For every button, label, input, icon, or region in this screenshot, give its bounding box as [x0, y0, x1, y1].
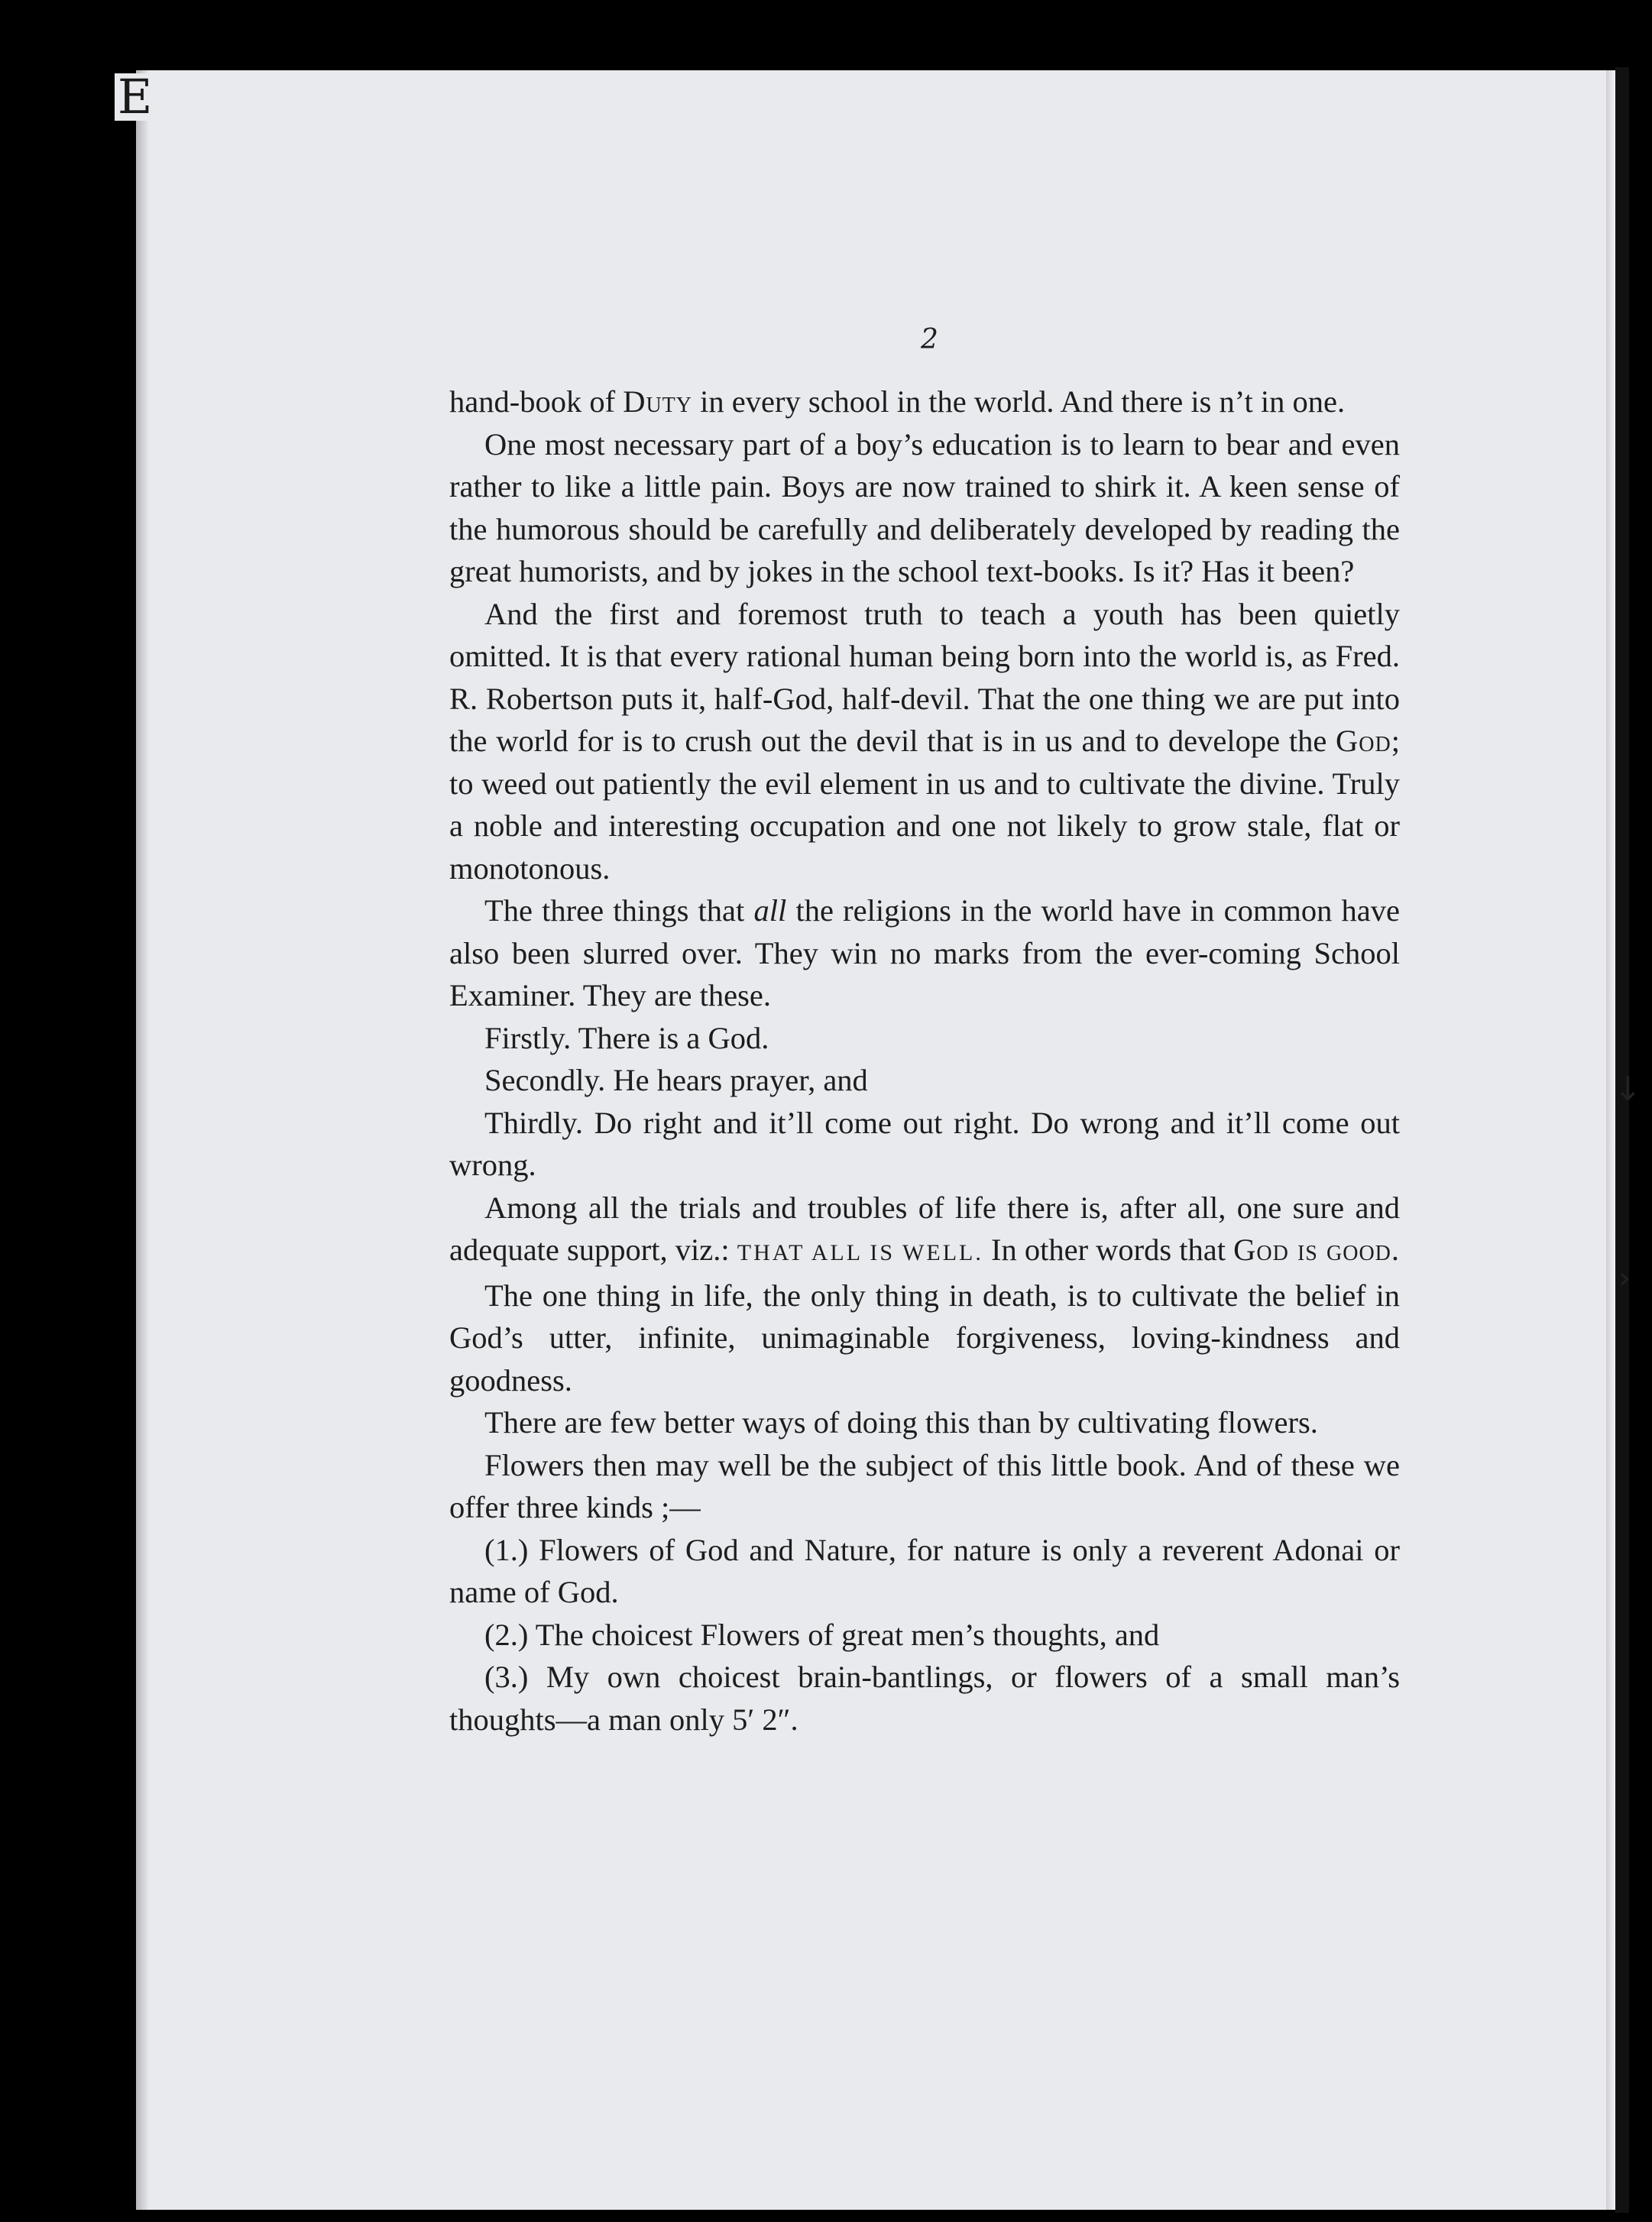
body-text — [449, 381, 1400, 1741]
text-run: in every school in the world. And there is n’t in one. — [692, 384, 1346, 419]
styled-text-run: God — [1336, 724, 1391, 758]
paragraph — [449, 381, 1400, 423]
paragraph — [449, 1059, 1400, 1102]
sheet-left-edge — [136, 70, 148, 2210]
sheet-right-edge — [1615, 67, 1629, 2213]
text-run: And the first and foremost truth to teach a youth has been quietly omitted. It is that every rational human being born into the world is, as Fred. R. Robertson puts it, half-God, half-devil. That the one thing we are put into the world for is to crush out the devil that is in us and to develope the — [449, 596, 1400, 758]
paragraph — [449, 1444, 1400, 1529]
paragraph — [449, 1187, 1400, 1275]
sheet-right-fold — [1606, 70, 1615, 2210]
paragraph — [449, 1529, 1400, 1614]
paragraph — [449, 1614, 1400, 1657]
paragraph — [449, 423, 1400, 593]
text-run: Thirdly. Do right and it’ll come out right. Do wrong and it’ll come out wrong. — [449, 1105, 1400, 1182]
paragraph — [449, 1102, 1400, 1187]
styled-text-run: Duty — [623, 384, 692, 419]
paragraph — [449, 1275, 1400, 1402]
text-run: hand-book of — [449, 384, 624, 419]
text-run: In other words that — [983, 1232, 1234, 1267]
paragraph — [449, 1401, 1400, 1444]
paragraph — [449, 889, 1400, 1017]
text-run: (2.) The choicest Flowers of great men’s thoughts, and — [484, 1617, 1160, 1652]
paragraph — [449, 1656, 1400, 1741]
text-run: Secondly. He hears prayer, and — [484, 1063, 868, 1097]
text-run: There are few better ways of doing this than by cultivating flowers. — [484, 1405, 1318, 1440]
text-run: ; to weed out patiently the evil element in us and to cultivate the divine. Truly a noble and interesting occupation and one not likely to grow stale, flat or monotonous. — [449, 724, 1400, 886]
margin-arrow-icon: ↓ — [1614, 1070, 1642, 1109]
text-run: Among all the trials and troubles of life there is, after all, one sure and adequate support, viz.: — [449, 1190, 1400, 1267]
styled-text-run: THAT ALL IS WELL. — [737, 1240, 983, 1265]
text-run: (1.) Flowers of God and Nature, for nature is only a reverent Adonai or name of God. — [449, 1532, 1400, 1609]
text-run: One most necessary part of a boy’s education is to learn to bear and even rather to like a little pain. Boys are now trained to shirk it. A keen sense of the humorous should be carefully and deliberately developed by reading the great humorists, and by jokes in the school text-books. Is it? Has it been? — [449, 426, 1400, 588]
text-run: . — [1391, 1232, 1400, 1267]
paragraph — [449, 1017, 1400, 1060]
text-run: The one thing in life, the only thing in death, is to cultivate the belief in God’s utter, infinite, unimaginable forgiveness, loving-kindness and goodness. — [449, 1278, 1400, 1398]
text-run: The three things that — [484, 893, 754, 928]
page-number: 2 — [921, 324, 938, 355]
styled-text-run: all — [753, 893, 787, 928]
styled-text-run: God is good — [1233, 1232, 1391, 1267]
text-run: (3.) My own choicest brain-bantlings, or flowers of a small man’s thoughts—a man only 5′ 2″. — [449, 1660, 1400, 1737]
paragraph — [449, 593, 1400, 890]
text-run: Flowers then may well be the subject of this little book. And of these we offer three kinds ;— — [449, 1447, 1400, 1524]
corner-mark: E — [115, 73, 155, 121]
text-run: the religions in the world have in common have also been slurred over. They win no marks from the ever-coming School Examiner. They are these. — [449, 893, 1401, 1012]
margin-mark-icon: › — [1618, 1261, 1631, 1296]
text-run: Firstly. There is a God. — [484, 1020, 769, 1055]
